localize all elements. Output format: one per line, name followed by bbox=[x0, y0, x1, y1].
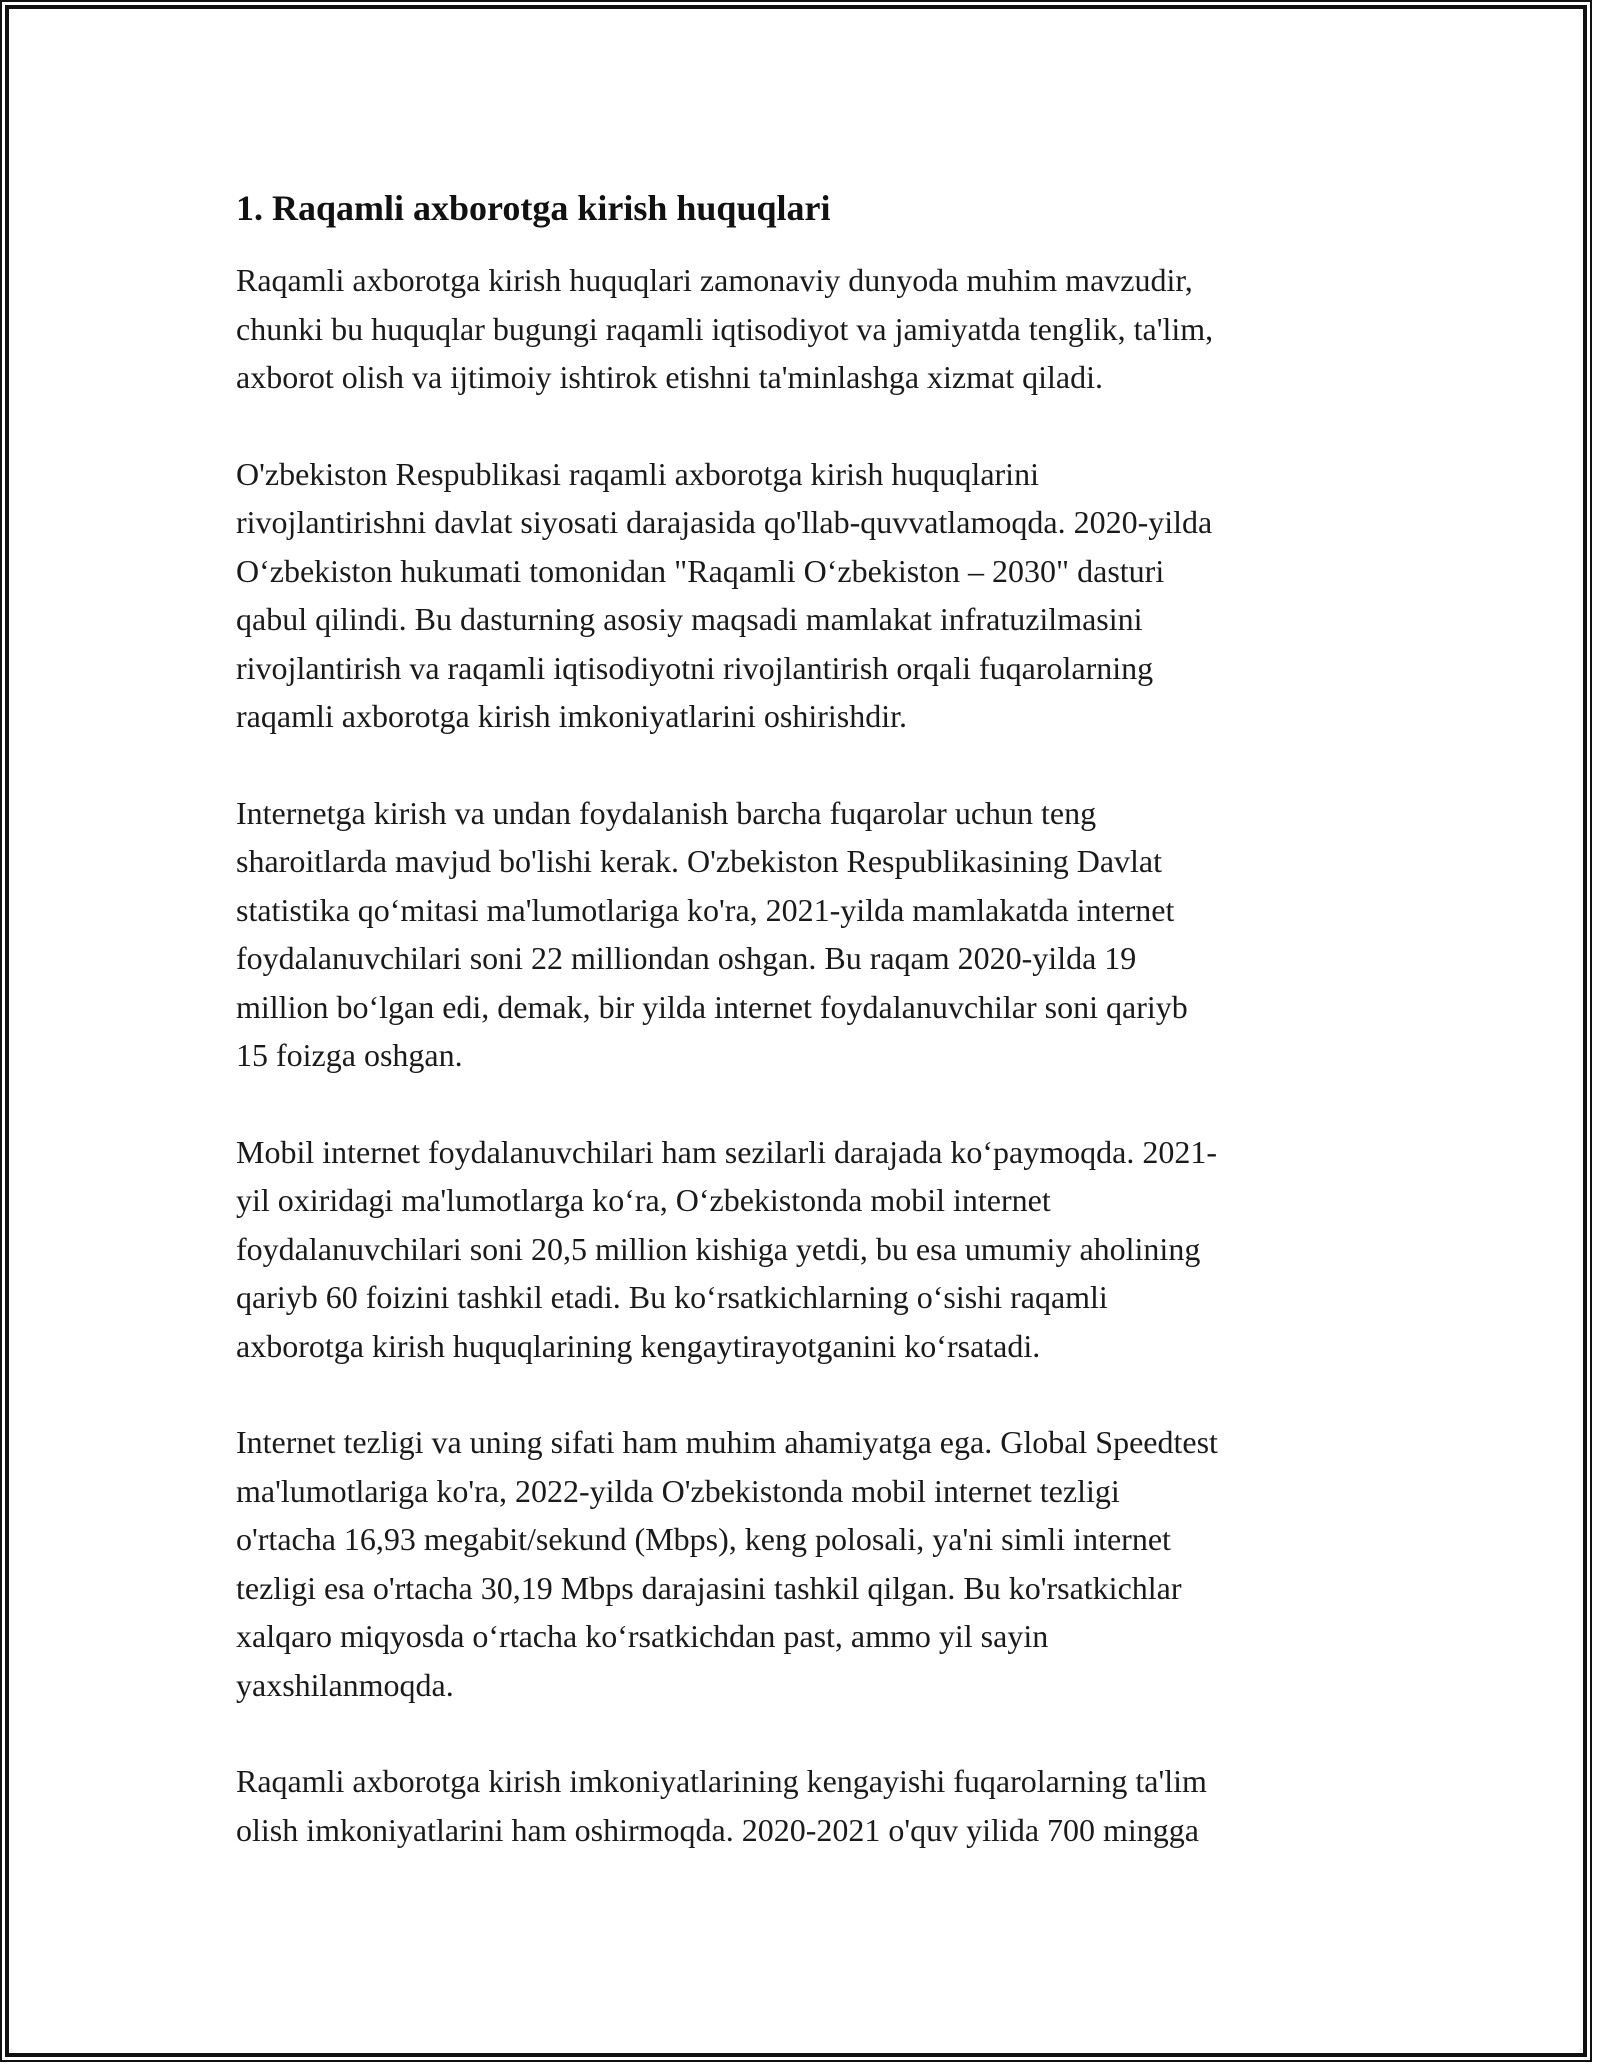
text-line: Internet tezligi va uning sifati ham muhim ahamiyatga ega. Global Speedtest bbox=[236, 1424, 1218, 1460]
text-line: 15 foizga oshgan. bbox=[236, 1037, 463, 1073]
text-line: statistika qo‘mitasi ma'lumotlariga ko'ra, 2021-yilda mamlakatda internet bbox=[236, 891, 1175, 928]
text-line: axborotga kirish huquqlarining kengaytirayotganini ko‘rsatadi. bbox=[236, 1327, 1041, 1364]
text-line: xalqaro miqyosda o‘rtacha ko‘rsatkichdan past, ammo yil sayin bbox=[236, 1618, 1049, 1654]
text-line: rivojlantirishni davlat siyosati darajasida qo'llab-quvvatlamoqda. 2020-yilda bbox=[236, 504, 1213, 540]
paragraph bbox=[236, 256, 1366, 402]
text-line: Raqamli axborotga kirish huquqlari zamonaviy dunyoda muhim mavzudir, bbox=[236, 262, 1193, 298]
text-line: Mobil internet foydalanuvchilari ham sezilarli darajada ko‘paymoqda. 2021- bbox=[236, 1133, 1217, 1170]
text-line: O'zbekiston Respublikasi raqamli axborotga kirish huquqlarini bbox=[236, 455, 1039, 492]
text-line: foydalanuvchilari soni 22 milliondan oshgan. Bu raqam 2020-yilda 19 bbox=[236, 940, 1137, 976]
section-heading: 1. Raqamli axborotga kirish huquqlari bbox=[236, 188, 831, 228]
text-line: qabul qilindi. Bu dasturning asosiy maqsadi mamlakat infratuzilmasini bbox=[236, 601, 1143, 637]
text-line: axborot olish va ijtimoiy ishtirok etishni ta'minlashga xizmat qiladi. bbox=[236, 359, 1103, 395]
document-body bbox=[236, 186, 1366, 1902]
text-line: yil oxiridagi ma'lumotlarga ko‘ra, O‘zbekistonda mobil internet bbox=[236, 1182, 1051, 1218]
text-line: ma'lumotlariga ko'ra, 2022-yilda O'zbekistonda mobil internet tezligi bbox=[236, 1472, 1120, 1509]
paragraph bbox=[236, 1418, 1366, 1709]
text-line: rivojlantirish va raqamli iqtisodiyotni rivojlantirish orqali fuqarolarning bbox=[236, 649, 1154, 686]
paragraph bbox=[236, 1128, 1366, 1371]
text-line: o'rtacha 16,93 megabit/sekund (Mbps), keng polosali, ya'ni simli internet bbox=[236, 1521, 1171, 1557]
paragraph bbox=[236, 789, 1366, 1080]
text-line: qariyb 60 foizini tashkil etadi. Bu ko‘rsatkichlarning o‘sishi raqamli bbox=[236, 1279, 1108, 1315]
paragraph bbox=[236, 450, 1366, 741]
text-line: foydalanuvchilari soni 20,5 million kishiga yetdi, bu esa umumiy aholining bbox=[236, 1230, 1201, 1267]
text-line: O‘zbekiston hukumati tomonidan "Raqamli O‘zbekiston – 2030" dasturi bbox=[236, 552, 1165, 589]
paragraph bbox=[236, 1757, 1366, 1854]
text-line: Raqamli axborotga kirish imkoniyatlarining kengayishi fuqarolarning ta'lim bbox=[236, 1763, 1207, 1799]
text-line: sharoitlarda mavjud bo'lishi kerak. O'zbekiston Respublikasining Davlat bbox=[236, 843, 1163, 879]
text-line: million bo‘lgan edi, demak, bir yilda internet foydalanuvchilar soni qariyb bbox=[236, 988, 1188, 1025]
text-line: tezligi esa o'rtacha 30,19 Mbps darajasini tashkil qilgan. Bu ko'rsatkichlar bbox=[236, 1569, 1182, 1606]
text-line: olish imkoniyatlarini ham oshirmoqda. 2020-2021 o'quv yilida 700 mingga bbox=[236, 1811, 1199, 1848]
text-line: raqamli axborotga kirish imkoniyatlarini oshirishdir. bbox=[236, 698, 907, 734]
text-line: chunki bu huquqlar bugungi raqamli iqtisodiyot va jamiyatda tenglik, ta'lim, bbox=[236, 310, 1214, 347]
text-line: Internetga kirish va undan foydalanish barcha fuqarolar uchun teng bbox=[236, 794, 1097, 831]
text-line: yaxshilanmoqda. bbox=[236, 1666, 454, 1703]
